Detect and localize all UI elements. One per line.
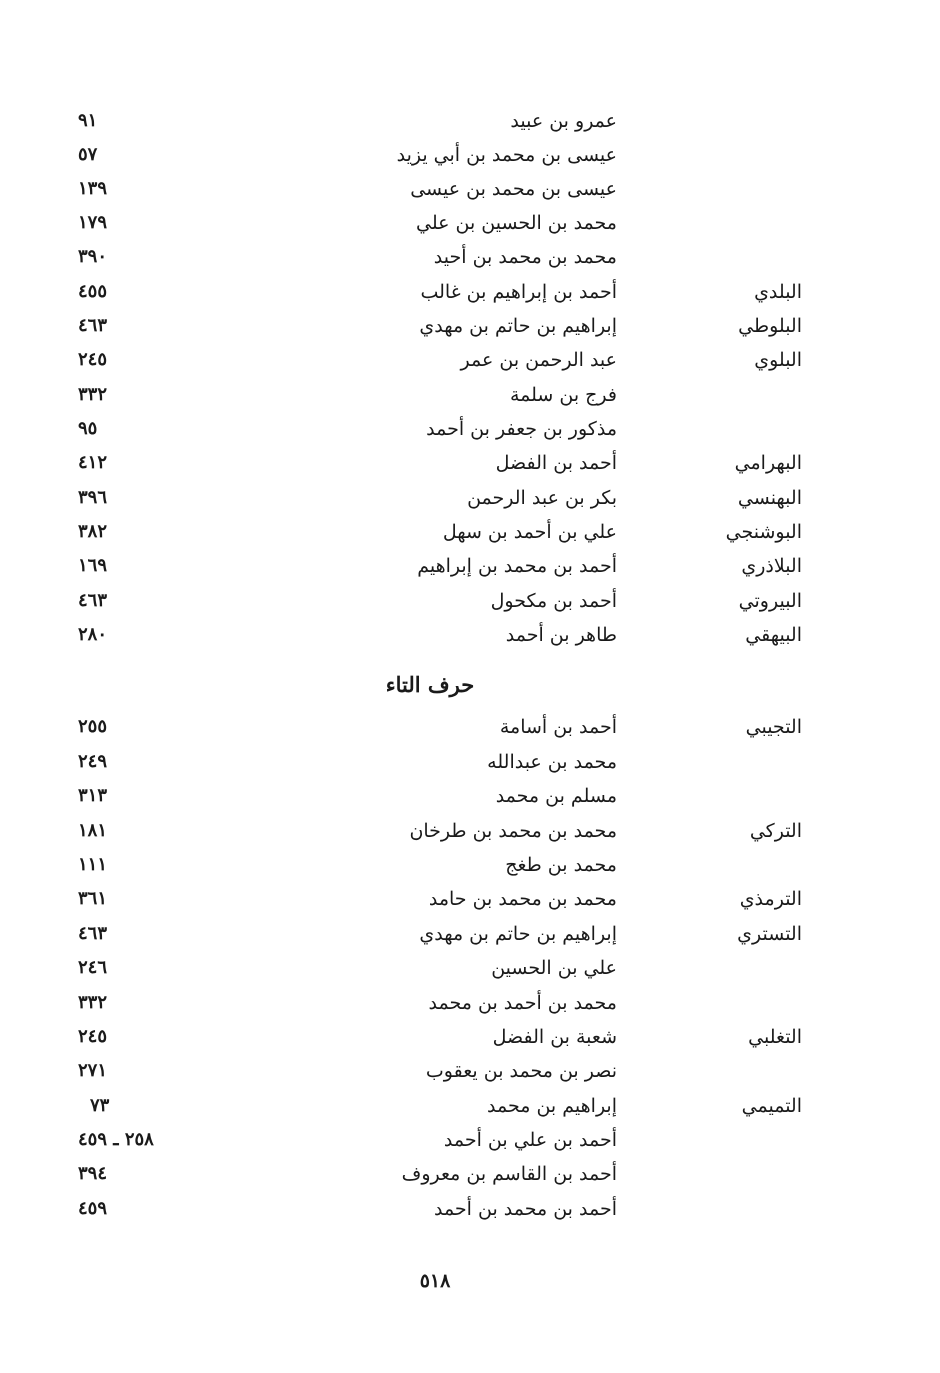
index-row (0, 521, 940, 555)
person-name: طاهر بن أحمد (505, 624, 617, 646)
person-name: بكر بن عبد الرحمن (467, 487, 617, 509)
page-number: ٢٧١ (78, 1060, 108, 1081)
page-number: ٣٩٦ (78, 487, 108, 508)
index-row (0, 992, 940, 1026)
nisba: التغلبي (748, 1026, 802, 1048)
index-row (0, 624, 940, 658)
page-number: ٣١٣ (78, 785, 108, 806)
person-name: علي بن أحمد بن سهل (442, 521, 617, 543)
nisba: البهنسي (737, 487, 802, 509)
person-name: محمد بن طغج (505, 854, 617, 876)
nisba: البلوطي (738, 315, 802, 337)
nisba: البهرامي (734, 452, 802, 474)
person-name: عبد الرحمن بن عمر (460, 349, 617, 371)
person-name: شعبة بن الفضل (492, 1026, 617, 1048)
index-row (0, 923, 940, 957)
page-number: ٣٨٢ (78, 521, 108, 542)
nisba: البوشنجي (725, 521, 802, 543)
person-name: محمد بن محمد بن حامد (428, 888, 617, 910)
index-row (0, 487, 940, 521)
person-name: مسلم بن محمد (495, 785, 617, 807)
person-name: مذكور بن جعفر بن أحمد (426, 418, 617, 440)
nisba: التركي (749, 820, 802, 842)
index-row (0, 957, 940, 991)
person-name: إبراهيم بن محمد (487, 1095, 617, 1117)
index-row (0, 1129, 940, 1163)
page-folio-number: ٥١٨ (419, 1270, 451, 1292)
page-number: ١٨١ (78, 820, 108, 841)
person-name: عيسى بن محمد بن عيسى (410, 178, 617, 200)
index-row (0, 785, 940, 819)
page-number: ٤١٢ (78, 452, 108, 473)
index-row (0, 418, 940, 452)
index-row (0, 110, 940, 144)
page-number: ١١١ (78, 854, 108, 875)
index-row (0, 1060, 940, 1094)
page-number: ٩١ (78, 110, 98, 131)
person-name: فرج بن سلمة (509, 384, 617, 406)
person-name: عمرو بن عبيد (510, 110, 617, 132)
person-name: محمد بن عبدالله (487, 751, 617, 773)
person-name: عيسى بن محمد بن أبي يزيد (396, 144, 617, 166)
person-name: أحمد بن مكحول (490, 590, 617, 612)
page-number: ٢٤٩ (78, 751, 108, 772)
person-name: أحمد بن إبراهيم بن غالب (420, 281, 617, 303)
person-name: محمد بن الحسين بن علي (415, 212, 617, 234)
person-name: إبراهيم بن حاتم بن مهدي (419, 923, 617, 945)
index-row (0, 751, 940, 785)
index-row (0, 246, 940, 280)
index-row (0, 716, 940, 750)
index-row (0, 212, 940, 246)
section-heading: حرف التاء (385, 672, 475, 697)
page-number: ٢٤٦ (78, 957, 108, 978)
person-name: أحمد بن علي بن أحمد (443, 1129, 617, 1151)
index-row (0, 452, 940, 486)
index-row (0, 590, 940, 624)
index-row (0, 820, 940, 854)
page-number: ٢٤٥ (78, 349, 108, 370)
index-row (0, 1163, 940, 1197)
page-number: ٤٦٣ (78, 590, 108, 611)
person-name: محمد بن محمد بن أحيد (433, 246, 617, 268)
index-row (0, 315, 940, 349)
person-name: علي بن الحسين (491, 957, 617, 979)
nisba: البلدي (754, 281, 802, 303)
index-row (0, 1026, 940, 1060)
index-row (0, 854, 940, 888)
page-number: ٢٥٨ ـ ٤٥٩ (78, 1129, 154, 1150)
page-number: ٢٨٠ (78, 624, 108, 645)
nisba: البلوي (754, 349, 802, 371)
nisba: التجيبي (745, 716, 802, 738)
page-number: ٤٥٥ (78, 281, 108, 302)
page-number: ٣٩٤ (78, 1163, 108, 1184)
person-name: محمد بن أحمد بن محمد (428, 992, 617, 1014)
index-row (0, 281, 940, 315)
page-number: ١٧٩ (78, 212, 108, 233)
page-number: ٣٣٢ (78, 992, 108, 1013)
person-name: محمد بن محمد بن طرخان (409, 820, 617, 842)
page-number: ٣٩٠ (78, 246, 108, 267)
person-name: أحمد بن محمد بن إبراهيم (417, 555, 617, 577)
index-row (0, 349, 940, 383)
page-number: ٤٥٩ (78, 1198, 108, 1219)
page-number: ٤٦٣ (78, 923, 108, 944)
page-number: ٩٥ (78, 418, 98, 439)
person-name: أحمد بن محمد بن أحمد (433, 1198, 617, 1220)
nisba: الترمذي (739, 888, 802, 910)
page-number: ٢٥٥ (78, 716, 108, 737)
nisba: البيروتي (738, 590, 802, 612)
page-number: ١٦٩ (78, 555, 108, 576)
page-number: ٢٤٥ (78, 1026, 108, 1047)
index-row (0, 384, 940, 418)
page-number: ٧٣ (90, 1095, 110, 1116)
index-row (0, 144, 940, 178)
nisba: التميمي (741, 1095, 802, 1117)
index-row (0, 888, 940, 922)
index-row (0, 1095, 940, 1129)
person-name: أحمد بن أسامة (499, 716, 617, 738)
page-number: ٣٣٢ (78, 384, 108, 405)
person-name: إبراهيم بن حاتم بن مهدي (419, 315, 617, 337)
nisba: البلاذري (741, 555, 802, 577)
page-number: ١٣٩ (78, 178, 108, 199)
nisba: البيهقي (745, 624, 802, 646)
person-name: نصر بن محمد بن يعقوب (425, 1060, 617, 1082)
index-row (0, 178, 940, 212)
page-number: ٣٦١ (78, 888, 108, 909)
index-row (0, 1198, 940, 1232)
page-number: ٤٦٣ (78, 315, 108, 336)
index-row (0, 555, 940, 589)
person-name: أحمد بن الفضل (495, 452, 617, 474)
nisba: التستري (737, 923, 802, 945)
person-name: أحمد بن القاسم بن معروف (401, 1163, 617, 1185)
page-number: ٥٧ (78, 144, 98, 165)
